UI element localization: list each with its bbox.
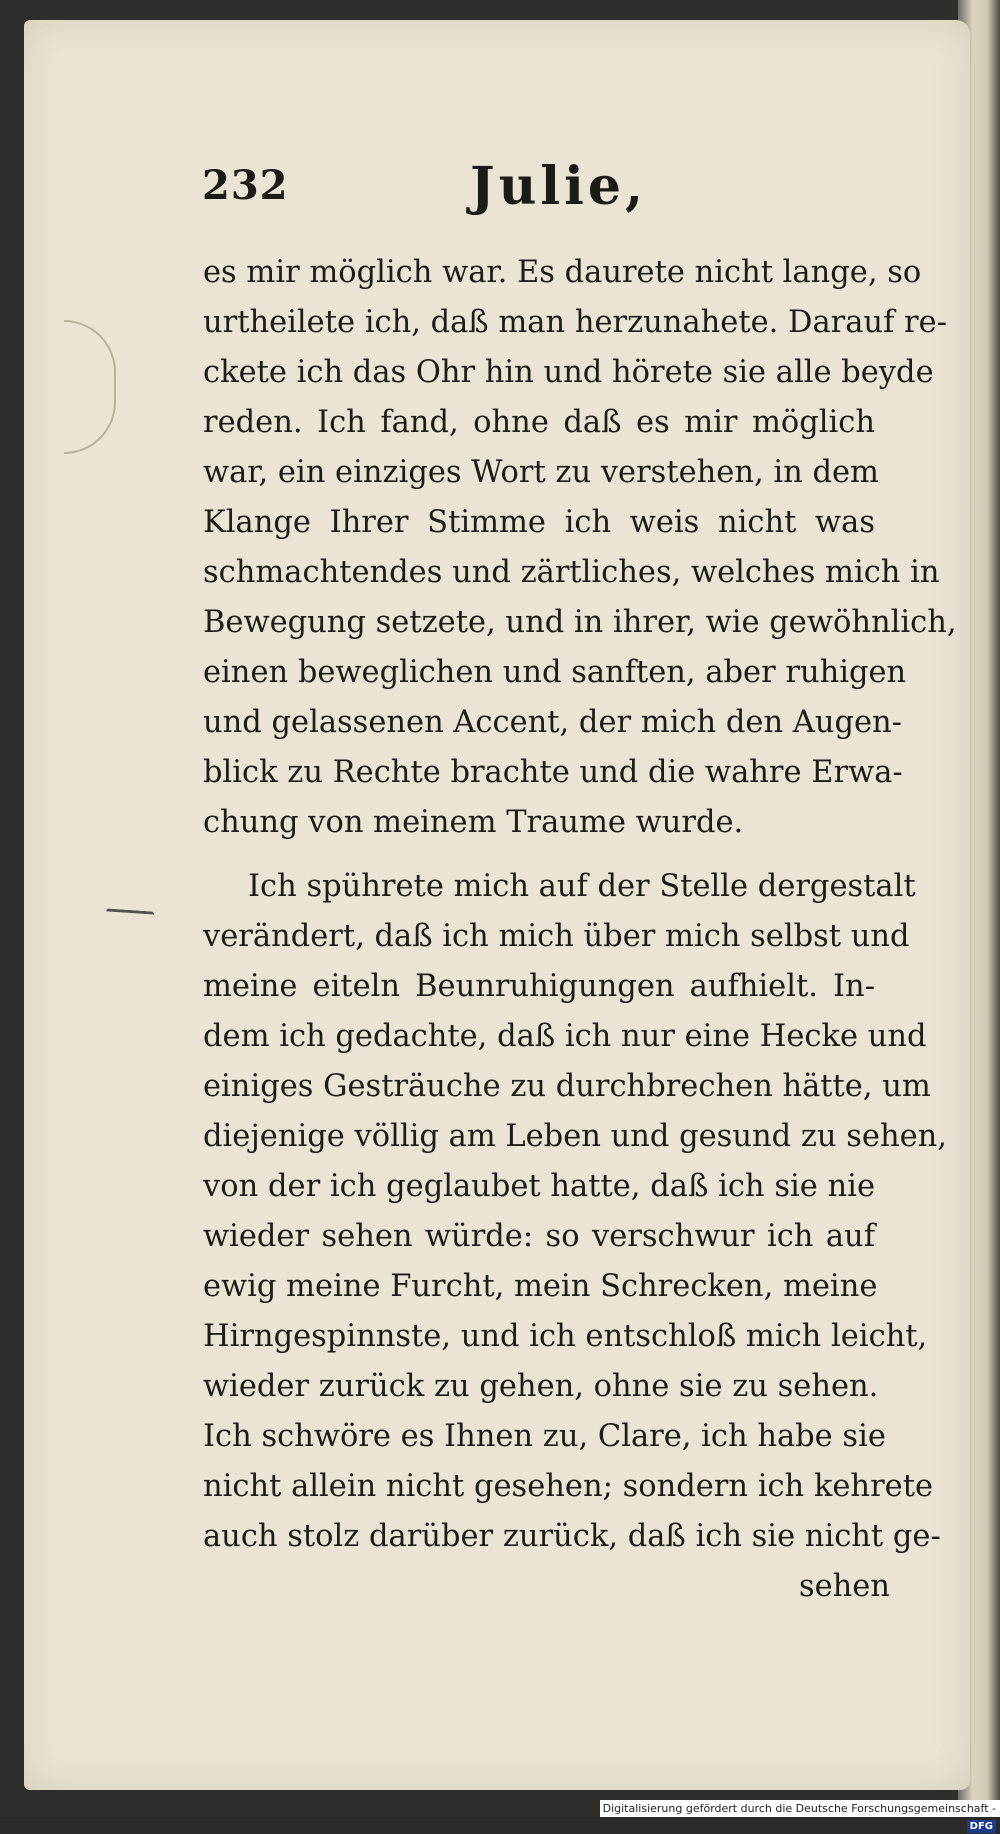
text-line: verändert, daß ich mich über mich selbst und	[203, 919, 910, 954]
text-line: auch stolz darüber zurück, daß ich sie nicht ge-	[203, 1519, 941, 1554]
credit-text: Digitalisierung gefördert durch die Deutsche Forschungsgemeinschaft -	[602, 1802, 996, 1815]
text-line: von der ich geglaubet hatte, daß ich sie nie	[203, 1169, 875, 1204]
margin-pencil-mark	[106, 908, 155, 920]
digitization-credit	[600, 1800, 1000, 1832]
text-line: ckete ich das Ohr hin und hörete sie alle beyde	[203, 355, 934, 390]
text-line: reden. Ich fand, ohne daß es mir möglich	[203, 405, 875, 440]
text-line: Ich spührete mich auf der Stelle dergestalt	[248, 869, 916, 904]
text-line: dem ich gedachte, daß ich nur eine Hecke und	[203, 1019, 927, 1054]
text-line: urtheilete ich, daß man herzunahete. Darauf re-	[203, 305, 947, 340]
text-line: schmachtendes und zärtliches, welches mich in	[203, 555, 940, 590]
text-line: chung von meinem Traume wurde.	[203, 805, 744, 840]
dfg-logo: DFG	[967, 1820, 996, 1833]
text-line: Hirngespinnste, und ich entschloß mich leicht,	[203, 1319, 928, 1354]
text-line: Ich schwöre es Ihnen zu, Clare, ich habe sie	[203, 1419, 886, 1454]
text-line: wieder zurück zu gehen, ohne sie zu sehen.	[203, 1369, 879, 1404]
text-line: blick zu Rechte brachte und die wahre Erwa-	[203, 755, 903, 790]
text-line: einiges Gesträuche zu durchbrechen hätte, um	[203, 1069, 931, 1104]
text-line: und gelassenen Accent, der mich den Augen-	[203, 705, 902, 740]
text-line: Klange Ihrer Stimme ich weis nicht was	[203, 505, 875, 540]
text-line: es mir möglich war. Es daurete nicht lange, so	[203, 255, 922, 290]
text-line: war, ein einziges Wort zu verstehen, in dem	[203, 455, 879, 490]
running-head	[180, 156, 800, 226]
page-number: 232	[202, 162, 289, 209]
text-line: wieder sehen würde: so verschwur ich auf	[203, 1219, 875, 1254]
catchword: sehen	[798, 1569, 890, 1604]
text-line: einen beweglichen und sanften, aber ruhigen	[203, 655, 907, 690]
running-title: Julie,	[470, 156, 648, 217]
text-line: nicht allein nicht gesehen; sondern ich kehrete	[203, 1469, 934, 1504]
text-line: meine eiteln Beunruhigungen aufhielt. In-	[203, 969, 875, 1004]
text-line: ewig meine Furcht, mein Schrecken, meine	[203, 1269, 878, 1304]
margin-stain	[64, 320, 116, 454]
text-line: diejenige völlig am Leben und gesund zu sehen,	[203, 1119, 947, 1154]
text-line: Bewegung setzete, und in ihrer, wie gewöhnlich,	[203, 605, 957, 640]
